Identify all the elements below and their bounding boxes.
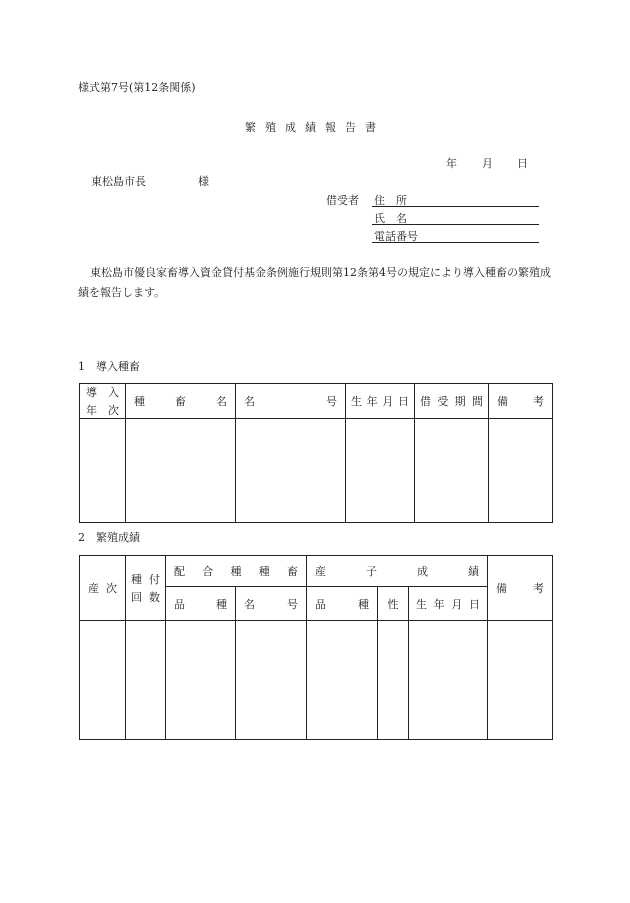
breeding-results-table bbox=[79, 555, 553, 740]
header-offspring-results: 産 子 成 績 bbox=[307, 556, 488, 587]
header-sire-name: 名 号 bbox=[236, 587, 307, 621]
phone-underline bbox=[372, 242, 539, 243]
cell-offspring-breed[interactable] bbox=[307, 621, 378, 740]
header-offspring-breed: 品 種 bbox=[307, 587, 378, 621]
introduced-livestock-table bbox=[79, 383, 553, 523]
name-label: 氏 名 bbox=[374, 212, 407, 225]
cell-parity[interactable] bbox=[80, 621, 126, 740]
cell-remarks[interactable] bbox=[489, 419, 553, 523]
cell-breed-name[interactable] bbox=[126, 419, 236, 523]
report-body-text: 東松島市優良家畜導入資金貸付基金条例施行規則第12条第4号の規定により導入種畜の繁殖成績を報告します。 bbox=[78, 266, 551, 299]
name-underline bbox=[372, 224, 539, 225]
header-parity: 産 次 bbox=[80, 556, 126, 621]
document-title: 繁殖成績報告書 bbox=[245, 121, 385, 134]
date-year-label: 年 bbox=[446, 157, 457, 170]
cell-birth-date[interactable] bbox=[346, 419, 415, 523]
header-offspring-birth: 生 年 月 日 bbox=[409, 587, 488, 621]
form-number: 様式第7号(第12条関係) bbox=[78, 81, 196, 94]
cell-mating-count[interactable] bbox=[126, 621, 166, 740]
header-offspring-sex: 性 bbox=[378, 587, 409, 621]
section1-heading: 1 導入種畜 bbox=[78, 360, 140, 373]
cell-introduction-year[interactable] bbox=[80, 419, 126, 523]
cell-offspring-birth[interactable] bbox=[409, 621, 488, 740]
addressee-name: 東松島市長 bbox=[91, 175, 146, 188]
addressee-honorific: 様 bbox=[198, 175, 209, 188]
header-remarks: 備 考 bbox=[489, 384, 553, 419]
date-day-label: 日 bbox=[517, 157, 528, 170]
header-sire-breed: 品 種 bbox=[166, 587, 236, 621]
date-month-label: 月 bbox=[482, 157, 493, 170]
table-row bbox=[80, 419, 553, 523]
table-header-row bbox=[80, 556, 553, 587]
table-header-row bbox=[80, 384, 553, 419]
address-label: 住 所 bbox=[374, 194, 407, 207]
header-breed-name: 種 畜 名 bbox=[126, 384, 236, 419]
cell-animal-name[interactable] bbox=[236, 419, 346, 523]
cell-offspring-sex[interactable] bbox=[378, 621, 409, 740]
header-mating-count: 種 付 回 数 bbox=[126, 556, 166, 621]
phone-label: 電話番号 bbox=[374, 230, 418, 243]
cell-sire-breed[interactable] bbox=[166, 621, 236, 740]
cell-sire-name[interactable] bbox=[236, 621, 307, 740]
table-row bbox=[80, 621, 553, 740]
address-underline bbox=[372, 206, 539, 207]
header-animal-name: 名 号 bbox=[236, 384, 346, 419]
header-birth-date: 生 年 月 日 bbox=[346, 384, 415, 419]
cell-remarks[interactable] bbox=[488, 621, 553, 740]
borrower-label: 借受者 bbox=[326, 194, 359, 207]
header-remarks: 備 考 bbox=[488, 556, 553, 621]
header-mating-sire: 配 合 種 種 畜 bbox=[166, 556, 307, 587]
header-lease-period: 借 受 期 間 bbox=[415, 384, 489, 419]
cell-lease-period[interactable] bbox=[415, 419, 489, 523]
header-introduction-year: 導 入 年 次 bbox=[80, 384, 126, 419]
section2-heading: 2 繁殖成績 bbox=[78, 531, 140, 544]
